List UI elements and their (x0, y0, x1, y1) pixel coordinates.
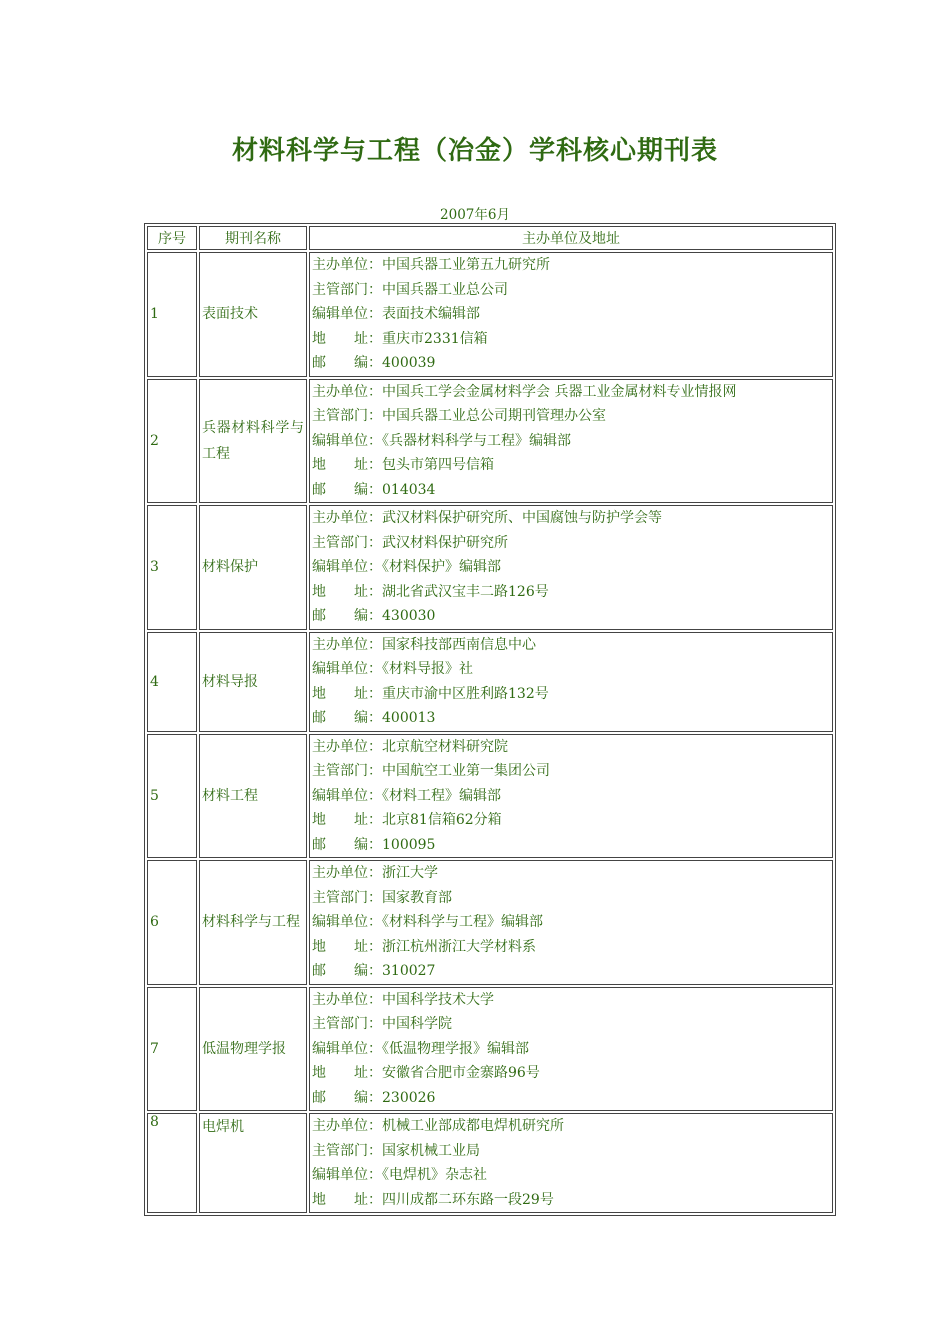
info-line: 主管部门：国家机械工业局 (312, 1142, 480, 1159)
table-row (147, 505, 833, 630)
info-line: 主办单位：浙江大学 (312, 865, 438, 881)
info-line: 主管部门：国家教育部 (312, 889, 452, 906)
journal-name: 表面技术 (199, 252, 307, 377)
journal-table (144, 223, 836, 1216)
sponsor-info (309, 379, 833, 504)
table-row (147, 1113, 833, 1213)
info-line: 地 址：浙江杭州浙江大学材料系 (312, 938, 536, 955)
info-line: 主管部门：中国兵器工业总公司期刊管理办公室 (312, 408, 606, 424)
sponsor-info (309, 252, 833, 377)
info-line: 邮 编：400013 (312, 710, 436, 726)
row-index: 7 (147, 987, 197, 1112)
row-index: 1 (147, 252, 197, 377)
journal-name: 兵器材料科学与工程 (199, 379, 307, 504)
row-index: 5 (147, 734, 197, 859)
journal-name: 材料工程 (199, 734, 307, 859)
journal-name: 低温物理学报 (199, 987, 307, 1112)
info-line: 邮 编：400039 (312, 355, 436, 371)
info-line: 地 址：四川成都二环东路一段29号 (312, 1191, 554, 1208)
info-line: 主管部门：中国科学院 (312, 1016, 452, 1032)
info-line: 主办单位：机械工业部成都电焊机研究所 (312, 1118, 564, 1134)
info-line: 邮 编：014034 (312, 481, 436, 498)
info-line: 编辑单位：《材料工程》编辑部 (312, 787, 501, 804)
info-line: 地 址：重庆市2331信箱 (312, 330, 488, 347)
info-line: 地 址：包头市第四号信箱 (312, 457, 494, 473)
row-index: 4 (147, 632, 197, 732)
info-line: 编辑单位：《兵器材料科学与工程》编辑部 (312, 432, 571, 449)
info-line: 编辑单位：《低温物理学报》编辑部 (312, 1040, 529, 1057)
info-line: 地 址：湖北省武汉宝丰二路126号 (312, 583, 549, 600)
table-row (147, 860, 833, 985)
sponsor-info (309, 860, 833, 985)
info-line: 主管部门：中国航空工业第一集团公司 (312, 763, 550, 779)
journal-name: 材料保护 (199, 505, 307, 630)
info-line: 主办单位：武汉材料保护研究所、中国腐蚀与防护学会等 (312, 510, 662, 526)
sponsor-info (309, 505, 833, 630)
journal-name: 材料科学与工程 (199, 860, 307, 985)
info-line: 主办单位：北京航空材料研究院 (312, 738, 508, 755)
sponsor-info (309, 632, 833, 732)
table-row (147, 987, 833, 1112)
table-row (147, 252, 833, 377)
info-line: 编辑单位：《材料导报》社 (312, 661, 473, 677)
info-line: 主办单位：中国兵工学会金属材料学会 兵器工业金属材料专业情报网 (312, 383, 737, 400)
sponsor-info (309, 987, 833, 1112)
info-line: 地 址：安徽省合肥市金寨路96号 (312, 1065, 540, 1081)
publish-date: 2007年6月 (440, 207, 510, 223)
journal-name: 材料导报 (199, 632, 307, 732)
row-index: 3 (147, 505, 197, 630)
info-line: 邮 编：430030 (312, 608, 436, 624)
info-line: 主办单位：中国科学技术大学 (312, 991, 494, 1008)
sponsor-info (309, 1113, 833, 1213)
info-line: 主管部门：武汉材料保护研究所 (312, 534, 508, 551)
info-line: 地 址：北京81信箱62分箱 (312, 812, 502, 828)
info-line: 主办单位：国家科技部西南信息中心 (312, 636, 536, 653)
table-header-row (147, 226, 833, 250)
info-line: 地 址：重庆市渝中区胜利路132号 (312, 685, 549, 702)
info-line: 邮 编：310027 (312, 963, 436, 979)
row-index: 8 (147, 1113, 197, 1213)
sponsor-info (309, 734, 833, 859)
info-line: 编辑单位：《材料科学与工程》编辑部 (312, 914, 543, 930)
info-line: 邮 编：230026 (312, 1089, 436, 1106)
row-index: 2 (147, 379, 197, 504)
page-title: 材料科学与工程（冶金）学科核心期刊表 (231, 136, 718, 166)
journal-name: 电焊机 (199, 1113, 307, 1213)
info-line: 编辑单位：《材料保护》编辑部 (312, 559, 501, 575)
row-index: 6 (147, 860, 197, 985)
header-journal-name: 期刊名称 (199, 226, 307, 250)
header-index: 序号 (147, 226, 197, 250)
info-line: 编辑单位：表面技术编辑部 (312, 306, 480, 322)
header-sponsor-address: 主办单位及地址 (309, 226, 833, 250)
table-row (147, 379, 833, 504)
info-line: 邮 编：100095 (312, 836, 436, 853)
info-line: 编辑单位：《电焊机》杂志社 (312, 1167, 487, 1183)
table-row (147, 632, 833, 732)
info-line: 主办单位：中国兵器工业第五九研究所 (312, 257, 550, 273)
table-row (147, 734, 833, 859)
info-line: 主管部门：中国兵器工业总公司 (312, 281, 508, 298)
